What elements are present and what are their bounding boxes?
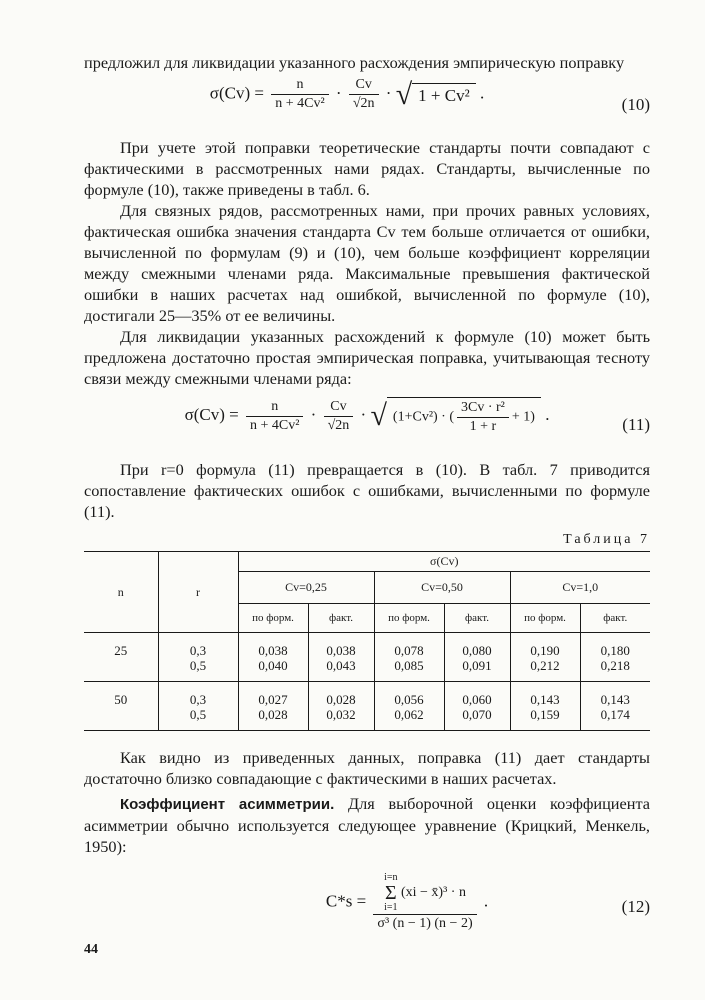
paragraph-7 (84, 793, 650, 857)
subheader: факт. (308, 604, 374, 633)
f12-number: (12) (621, 897, 650, 916)
f11-num1: n (246, 399, 303, 417)
subheader: по форм. (238, 604, 308, 633)
cell-r: 0,3 0,5 (158, 682, 238, 731)
sqrt-icon: √ (395, 77, 413, 111)
cell-value: 0,143 0,159 (510, 682, 580, 731)
f10-sqrt: 1 + Cv² (412, 83, 476, 106)
formula-11: σ(Cv) = $\frac{n}{\text{n + 4Cv²}}$ · $\frac{Cv}{√2n}$ · √ (1+Cv²) · ( $\frac{\text{3Cv · r²}}{1 + r}$ + 1) . (11) (184, 398, 650, 434)
sum-icon: Σ (384, 882, 397, 904)
page-body (84, 52, 650, 947)
cell-value: 0,038 0,043 (308, 633, 374, 682)
cell-value: 0,060 0,070 (444, 682, 510, 731)
f10-num1: n (271, 77, 328, 95)
group-cv-050: Cv=0,50 (374, 572, 510, 604)
cell-n: 25 (84, 633, 158, 682)
f11-den1: n + 4Cv² (249, 417, 300, 433)
cell-value: 0,143 0,174 (580, 682, 650, 731)
group-cv-025: Cv=0,25 (238, 572, 374, 604)
f12-lhs: C*s = (325, 891, 367, 911)
f10-num2: Cv (349, 77, 379, 95)
cell-value: 0,027 0,028 (238, 682, 308, 731)
cell-value: 0,056 0,062 (374, 682, 444, 731)
cell-value: 0,078 0,085 (374, 633, 444, 682)
paragraph-7-text: Для выборочной оценки коэффициента асимметрии обычно используется следующее уравнение (Крицкий, Менкель, 1950): (84, 794, 650, 856)
paragraph-6: Как видно из приведенных данных, поправка (11) дает стандарты достаточно близко совпадающие с фактическими в наших расчетах. (84, 748, 650, 788)
f11-number: (11) (622, 415, 650, 434)
subheader: по форм. (374, 604, 444, 633)
f11-sqrt-b: + 1) (511, 409, 535, 425)
table-caption: Таблица 7 (563, 532, 650, 547)
header-r: r (158, 552, 238, 633)
formula-10: σ(Cv) = $\frac{n}{\text{n + 4Cv²}}$ · $\frac{Cv}{√2n}$ · √ 1 + Cv² . (10) (209, 77, 650, 114)
table-row (84, 682, 650, 731)
cell-value: 0,038 0,040 (238, 633, 308, 682)
formula-12: C*s = i=n Σ i=1 (xi − x̄)³ · n σ³ (n − 1) (n − 2) . (12) (325, 872, 650, 931)
page-number: 44 (84, 942, 98, 957)
f11-lhs: σ(Cv) = (184, 404, 239, 424)
subheader: по форм. (510, 604, 580, 633)
paragraph-5: При r=0 формула (11) превращается в (10). В табл. 7 приводится сопоставление фактических ошибок с ошибками, вычисленными по формуле (11). (84, 460, 650, 521)
f10-den2: √2n (352, 96, 375, 111)
cell-value: 0,028 0,032 (308, 682, 374, 731)
paragraph-2: При учете этой поправки теоретические стандарты почти совпадают с фактическими в рассмотренных нами рядах. Стандарты, вычисленные по формуле (10), также приведены в табл. 6. (84, 138, 650, 199)
cell-r: 0,3 0,5 (158, 633, 238, 682)
paragraph-3: Для связных рядов, рассмотренных нами, при прочих равных условиях, фактическая ошибка значения стандарта Cv тем больше отличается от ошибки, вычисленной по формулам (9) и (10), чем больше коэффициент корреляции между смежными членами ряда. Максимальные превышения фактической ошибки в наших расчетах над ошибкой, вычисленной по формуле (10), достигали 25—35% от ее величины. (84, 201, 650, 325)
f11-den2: √2n (327, 417, 350, 433)
cell-value: 0,180 0,218 (580, 633, 650, 682)
f12-sum-bot: i=1 (384, 902, 398, 913)
cell-n: 50 (114, 692, 128, 707)
paragraph-4: Для ликвидации указанных расхождений к формуле (10) может быть предложена достаточно простая эмпирическая поправка, учитывающая тесноту связи между смежными членами ряда: (84, 327, 650, 388)
f12-numerator: (xi − x̄)³ · n (400, 885, 466, 901)
f10-number: (10) (621, 95, 650, 114)
subheader: факт. (444, 604, 510, 633)
f10-den1: n + 4Cv² (275, 96, 325, 111)
cell-value: 0,080 0,091 (444, 633, 510, 682)
sqrt-icon: √ (370, 399, 387, 432)
table-row (84, 633, 650, 682)
group-cv-10: Cv=1,0 (510, 572, 650, 604)
section-heading: Коэффициент асимметрии. (120, 796, 335, 813)
f11-num3: 3Cv · r² (457, 400, 509, 418)
cell-value: 0,190 0,212 (510, 633, 580, 682)
f11-num2: Cv (324, 399, 354, 417)
f10-lhs: σ(Cv) = (209, 83, 264, 103)
header-sigma: σ(Cv) (238, 552, 650, 572)
paragraph-1: предложил для ликвидации указанного расхождения эмпирическую поправку (84, 53, 625, 72)
f12-sum-top: i=n (384, 872, 398, 883)
f12-denominator: σ³ (n − 1) (n − 2) (377, 916, 473, 931)
table-7 (84, 551, 650, 731)
subheader: факт. (580, 604, 650, 633)
f11-den3: 1 + r (469, 419, 497, 434)
f11-sqrt-a: (1+Cv²) · ( (392, 409, 455, 425)
header-n: n (84, 552, 158, 633)
